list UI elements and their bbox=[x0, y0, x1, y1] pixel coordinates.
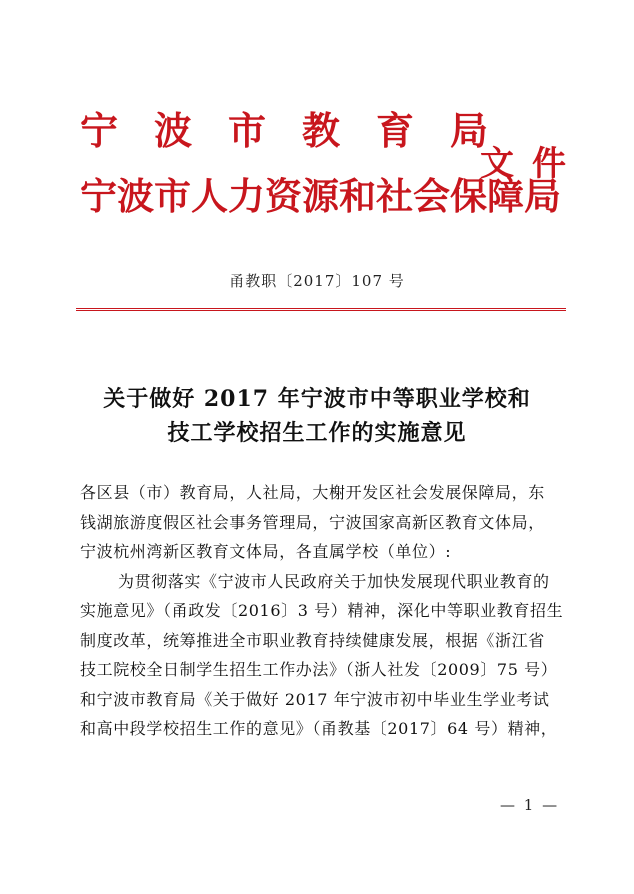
document-label: 文件 bbox=[480, 144, 584, 184]
page-number: — 1 — bbox=[500, 796, 560, 814]
body-line: 实施意见》（甬政发〔2016〕3 号）精神，深化中等职业教育招生 bbox=[80, 601, 564, 620]
document-title-line-2: 技工学校招生工作的实施意见 bbox=[167, 420, 467, 446]
body-line: 钱湖旅游度假区社会事务管理局，宁波国家高新区教育文体局， bbox=[80, 512, 545, 532]
document-body bbox=[80, 478, 564, 744]
body-line: 为贯彻落实《宁波市人民政府关于加快发展现代职业教育的 bbox=[118, 571, 550, 591]
issuer-name-hr-bureau: 宁波市人力资源和社会保障局 bbox=[80, 174, 561, 218]
body-line: 宁波杭州湾新区教育文体局，各直属学校（单位）: bbox=[80, 542, 452, 561]
issuer-name-education-bureau: 宁波市教育局 bbox=[80, 108, 525, 153]
header-divider bbox=[76, 308, 566, 311]
document-number: 甬教职〔2017〕107 号 bbox=[229, 272, 405, 290]
body-line: 制度改革，统筹推进全市职业教育持续健康发展，根据《浙江省 bbox=[80, 630, 545, 650]
body-line: 和宁波市教育局《关于做好 2017 年宁波市初中毕业生学业考试 bbox=[80, 689, 550, 709]
body-line: 技工院校全日制学生招生工作办法》（浙人社发〔2009〕75 号） bbox=[80, 660, 558, 679]
body-line: 各区县（市）教育局，人社局，大榭开发区社会发展保障局，东 bbox=[80, 483, 545, 502]
document-title-line-1: 关于做好 2017 年宁波市中等职业学校和 bbox=[103, 386, 531, 412]
body-line: 和高中段学校招生工作的意见》（甬教基〔2017〕64 号）精神， bbox=[80, 719, 558, 738]
